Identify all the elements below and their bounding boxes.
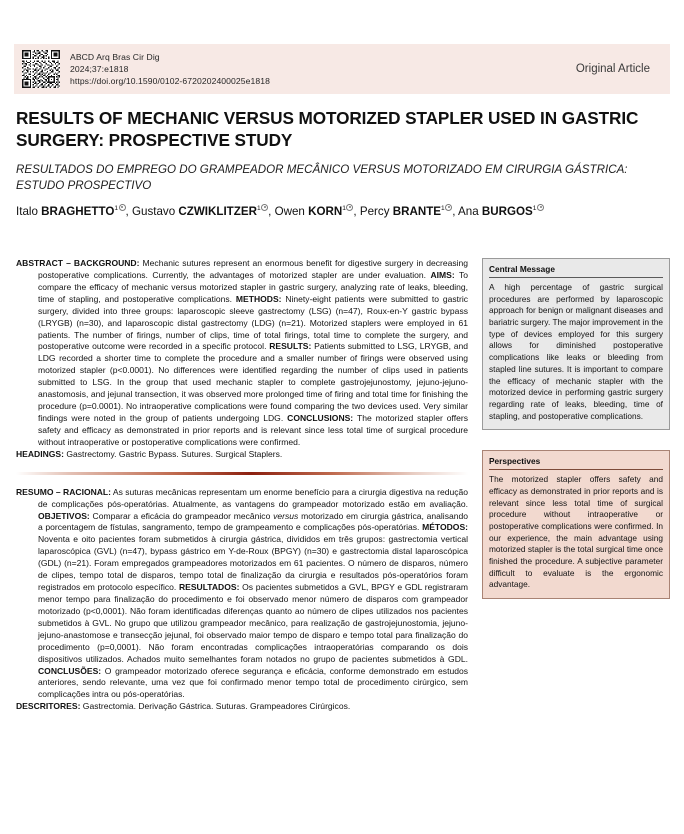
- resumo-label-racional: RESUMO – RACIONAL:: [16, 486, 111, 497]
- descritores-text: Gastrectomia. Derivação Gástrica. Suturas. Grampeadores Cirúrgicos.: [80, 701, 351, 712]
- abstract-label-aims: AIMS:: [430, 269, 455, 280]
- orcid-icon[interactable]: [119, 204, 126, 211]
- author-entry: [275, 205, 360, 218]
- author-surname: BURGOS: [481, 205, 533, 218]
- perspectives-title: Perspectives: [489, 456, 663, 470]
- resumo-objetivos-text-a: Comparar a eficácia do grampeador mecânico: [89, 510, 274, 521]
- central-message-title: Central Message: [489, 264, 663, 278]
- author-given-name: Gustavo: [131, 205, 179, 218]
- headings-text: Gastrectomy. Gastric Bypass. Sutures. Surgical Staplers.: [63, 448, 283, 459]
- resumo-metodos-text: Noventa e oito pacientes foram submetidos à cirurgia gástrica, divididos em três grupos: gastrectomia vertical laparoscópica (GVL) (n=47), bypass gástrico em Y-de-Roux (BPGY) (n=30) e gastrectomia distal laparoscópica (GDL) (n=21). Foram empregados grampeadores motorizados em 61 pacientes. O número de disparos, número de clipes, tempo total de disparos, tempo total de finalização da cirurgia e resultados pós-operatórios foram registrados em protocolo específico.: [38, 534, 468, 593]
- author-entry: [132, 205, 275, 218]
- resumo-label-conclusoes: CONCLUSÕES:: [38, 665, 102, 676]
- sidebar-column: [482, 258, 670, 619]
- author-separator: ,: [125, 205, 132, 218]
- author-list: [16, 204, 668, 219]
- perspectives-box: [482, 450, 670, 599]
- resumo-objetivos-italic: versus: [273, 510, 299, 521]
- abstract-results-text: Patients submitted to LSG, LRYGB, and LDG recorded a shorter time to complete the procedure and a smaller number of firings were observed using motorized stapler (p<0.0001). No differences were identified regarding the number of clips used in patients submitted to LSG. In the group that used mechanic stapler to complete gastrojejunostomy, jejuno-jejuno-anastomosis, and jejunal transection, it was observed more prolonged time of firing and total time for finishing the procedure (p=0.0001). No intraoperative complications were found comparing the two devices used. Very similar findings were noted in the group of patients undergoing LDG.: [38, 341, 468, 423]
- abstract-label-methods: METHODS:: [235, 293, 282, 304]
- abstract-portuguese: [16, 487, 468, 702]
- resumo-racional-text: As suturas mecânicas representam um enorme benefício para a cirurgia digestiva na redução de complicações pós-operatórias. Atualmente, as vantagens do grampeador motorizado estão em avaliação.: [38, 486, 468, 509]
- author-surname: BRANTE: [392, 205, 442, 218]
- abstract-label-results: RESULTS:: [269, 341, 312, 352]
- author-given-name: Ana: [458, 205, 482, 218]
- abstract-english: [16, 258, 468, 449]
- central-message-text: A high percentage of gastric surgical procedures are performed by laparoscopic approach for benign or malignant diseases and bariatric surgery. The major improvement in the type of devices employed for this surgery allows for diminished postoperative complications like leaks or bleeding from stapled line sutures. It is important to compare the efficacy of mechanic stapler with the motorized device in performing gastric surgery regarding rate of leaks, bleeding, time of stapling, and postoperative complications.: [489, 282, 663, 421]
- author-entry: [458, 205, 544, 218]
- journal-name: ABCD Arq Bras Cir Dig: [70, 51, 160, 62]
- journal-metadata: [70, 51, 576, 88]
- author-affiliation-marker: 1: [441, 205, 445, 213]
- author-affiliation-marker: 1: [342, 205, 346, 213]
- author-separator: ,: [452, 205, 459, 218]
- author-affiliation-marker: 1: [256, 205, 261, 213]
- abstract-column: [16, 258, 468, 713]
- journal-doi-link[interactable]: https://doi.org/10.1590/0102-6720202400025e1818: [70, 76, 270, 87]
- journal-header-band: [14, 44, 670, 94]
- author-separator: ,: [353, 205, 360, 218]
- abstract-background-text: Mechanic sutures represent an enormous benefit for digestive surgery in decreasing postoperative complications. Currently, the advantages of motorized stapler are under evaluation.: [38, 258, 469, 280]
- author-surname: KORN: [308, 205, 343, 218]
- author-entry: [360, 205, 458, 218]
- abstract-label-background: ABSTRACT – BACKGROUND:: [16, 258, 140, 268]
- headings-label: HEADINGS:: [16, 448, 64, 459]
- resumo-objetivos-text-b: motorizado em cirurgia gástrica, analisando a porcentagem de fístulas, sangramento, tempo de grampeamento e complicações pós-operatórias.: [38, 510, 468, 533]
- perspectives-text: The motorized stapler offers safety and efficacy as demonstrated in prior reports and is relevant since less total time of surgical procedure without intraoperative or postoperative complications were confirmed. In our experience, the main advantage using motorized stapler is the total surgical time once finished the procedure. A subjective parameter difficult to evaluate is the ergonomic advantage.: [489, 474, 663, 590]
- resumo-label-objetivos: OBJETIVOS:: [38, 510, 90, 521]
- author-given-name: Percy: [359, 205, 393, 218]
- page-subtitle-portuguese: RESULTADOS DO EMPREGO DO GRAMPEADOR MECÂNICO VERSUS MOTORIZADO EM CIRURGIA GÁSTRICA: ESTUDO PROSPECTIVO: [16, 163, 628, 192]
- resumo-resultados-text: Os pacientes submetidos a GVL, BPGY e GDL registraram menor tempo para finalização do procedimento e foi observado menor número de disparos com grampeador motorizado (p<0,0001). Não foram identificadas diferenças quanto ao número de clipes utilizados nos pacientes submetidos à GVL. No grupo que utilizou grampeador mecânico, para realização de gastrojejunostomia, jejuno-jejuno-anastomose e transecção jejunal, foi observado maior tempo de disparo e tempo total para finalização do procedimento (p=0,0001). Não foram encontradas complicações intraoperatórias comparando os dois dispositivos utilizados. Achados muito semelhantes foram notados no grupo de pacientes submetidos à GDL.: [38, 582, 468, 664]
- abstract-label-conclusions: CONCLUSIONS:: [287, 412, 354, 423]
- abstract-methods-text: Ninety-eight patients were submitted to gastric surgery, divided into three groups: laparoscopic sleeve gastrectomy (LSG) (n=47), Roux-en-Y gastric bypass (LRYGB) (n=30), and laparoscopic distal gastrectomy (LDG) (n=21). Motorized staplers were employed in 61 patients. The number of firings, number of clips, time of total firings, total time to complete the surgery, and postoperative outcome were recorded in a specific protocol.: [38, 293, 468, 352]
- descritores-label: DESCRITORES:: [16, 701, 81, 712]
- orcid-icon[interactable]: [537, 204, 544, 211]
- author-surname: CZWIKLITZER: [178, 205, 257, 218]
- author-entry: [16, 205, 132, 218]
- author-affiliation-marker: 1: [532, 205, 537, 213]
- resumo-label-metodos: MÉTODOS:: [422, 522, 468, 533]
- article-type-label: Original Article: [575, 63, 650, 75]
- journal-volume-issue: 2024;37:e1818: [70, 63, 129, 74]
- author-given-name: Italo: [16, 205, 42, 218]
- author-surname: BRAGHETTO: [41, 205, 115, 218]
- author-given-name: Owen: [274, 205, 309, 218]
- resumo-conclusoes-text: O grampeador motorizado oferece segurança e eficácia, conforme demonstrado em estudos anteriores, sendo relevante, uma vez que foi confirmado menor tempo total de procedimento cirúrgico, sem complicações intra ou pós-operatórias.: [38, 665, 468, 700]
- section-divider: [16, 472, 468, 475]
- author-affiliation-marker: 1: [114, 205, 119, 213]
- author-separator: ,: [268, 205, 275, 218]
- page-title: RESULTS OF MECHANIC VERSUS MOTORIZED STAPLER USED IN GASTRIC SURGERY: PROSPECTIVE STUDY: [16, 108, 639, 150]
- headings-line: [16, 449, 468, 461]
- abstract-aims-text: To compare the efficacy of mechanic versus motorized stapler in gastric surgery, analyzing rate of leaks, bleeding, time of stapling, and postoperative complications.: [38, 269, 468, 304]
- qr-code-icon[interactable]: [22, 50, 60, 88]
- central-message-box: [482, 258, 670, 430]
- descritores-line: [16, 701, 468, 713]
- abstract-conclusions-text: The motorized stapler offers safety and efficacy as demonstrated in prior reports and is relevant since less total time of surgical procedure without intraoperative or postoperative complications were confirmed.: [38, 412, 468, 447]
- resumo-label-resultados: RESULTADOS:: [178, 582, 240, 593]
